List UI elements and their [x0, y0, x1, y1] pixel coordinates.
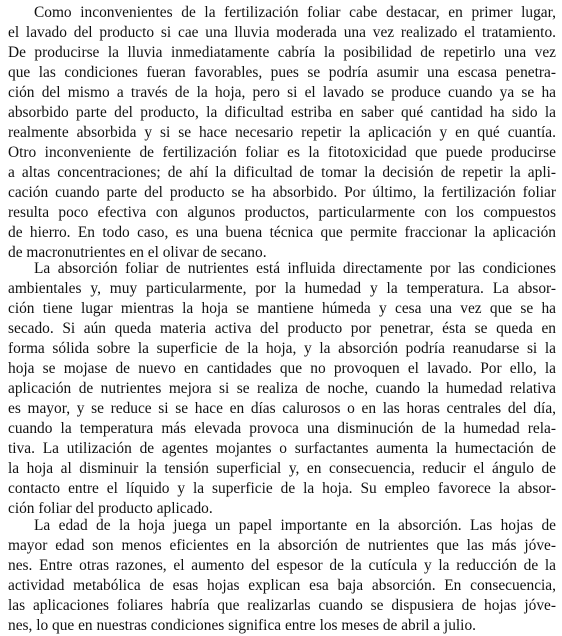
text-line: absorbido parte del producto, la dificultad estriba en saber qué cantidad ha sido la — [8, 104, 556, 121]
text-line: De producirse la lluvia inmediatamente cabría la posibilidad de repetirlo una vez — [8, 44, 556, 61]
text-line: de macronutrientes en el olivar de secano. — [8, 244, 267, 261]
text-line: La absorción foliar de nutrientes está influida directamente por las condiciones — [34, 260, 556, 277]
text-line: mayor edad son menos eficientes en la absorción de nutrientes que las más jóve- — [8, 537, 556, 554]
text-line: forma sólida sobre la superficie de la hoja, y la absorción podría reanudarse si la — [8, 340, 556, 357]
text-line: ción tiene lugar mientras la hoja se mantiene húmeda y cesa una vez que se ha — [8, 300, 556, 317]
text-line: es mayor, y se reduce si se hace en días calurosos o en las horas centrales del día, — [8, 400, 556, 417]
text-line: la hoja al disminuir la tensión superficial y, en consecuencia, reducir el ángulo de — [8, 460, 556, 477]
text-line: realmente absorbida y si se hace necesario repetir la aplicación y en qué cuantía. — [8, 124, 556, 141]
text-line: tiva. La utilización de agentes mojantes o surfactantes aumenta la humectación de — [8, 440, 556, 457]
text-line: resulta poco efectiva con algunos productos, particularmente con los compuestos — [8, 204, 556, 221]
text-line: de hierro. En todo caso, es una buena técnica que permite fraccionar la aplicación — [8, 224, 556, 241]
text-line: cuando la temperatura más elevada provoca una disminución de la humedad rela- — [8, 420, 556, 437]
text-line: La edad de la hoja juega un papel importante en la absorción. Las hojas de — [34, 517, 556, 534]
text-line: cación cuando parte del producto se ha absorbido. Por último, la fertilización foliar — [8, 184, 556, 201]
text-line: actividad metabólica de esas hojas explican esa baja absorción. En consecuencia, — [8, 577, 556, 594]
text-line: contacto entre el líquido y la superficie de la hoja. Su empleo favorece la absor- — [8, 480, 556, 497]
text-line: ambientales y, muy particularmente, por la humedad y la temperatura. La absor- — [8, 280, 556, 297]
text-line: que las condiciones fueran favorables, pues se podría asumir una escasa penetra- — [8, 64, 556, 81]
text-line: hoja se mojase de nuevo en cantidades que no provoquen el lavado. Por ello, la — [8, 360, 556, 377]
text-line: nes, lo que en nuestras condiciones significa entre los meses de abril a julio. — [8, 617, 477, 634]
text-line: secado. Si aún queda materia activa del producto por penetrar, ésta se queda en — [8, 320, 556, 337]
text-line: Otro inconveniente de fertilización foliar es la fitotoxicidad que puede producirse — [8, 144, 556, 161]
text-line: a altas concentraciones; de ahí la dificultad de tomar la decisión de repetir la apli- — [8, 164, 556, 181]
text-line: las aplicaciones foliares habría que realizarlas cuando se dispusiera de hojas jóve- — [8, 597, 556, 614]
text-line: aplicación de nutrientes mejora si se realiza de noche, cuando la humedad relativa — [8, 380, 556, 397]
text-line: ción foliar del producto aplicado. — [8, 500, 213, 517]
text-line: nes. Entre otras razones, el aumento del espesor de la cutícula y la reducción de la — [8, 557, 556, 574]
text-line: el lavado del producto si cae una lluvia moderada una vez realizado el tratamiento. — [8, 24, 556, 41]
text-line: Como inconvenientes de la fertilización foliar cabe destacar, en primer lugar, — [34, 4, 556, 21]
text-line: ción del mismo a través de la hoja, pero si el lavado se produce cuando ya se ha — [8, 84, 556, 101]
